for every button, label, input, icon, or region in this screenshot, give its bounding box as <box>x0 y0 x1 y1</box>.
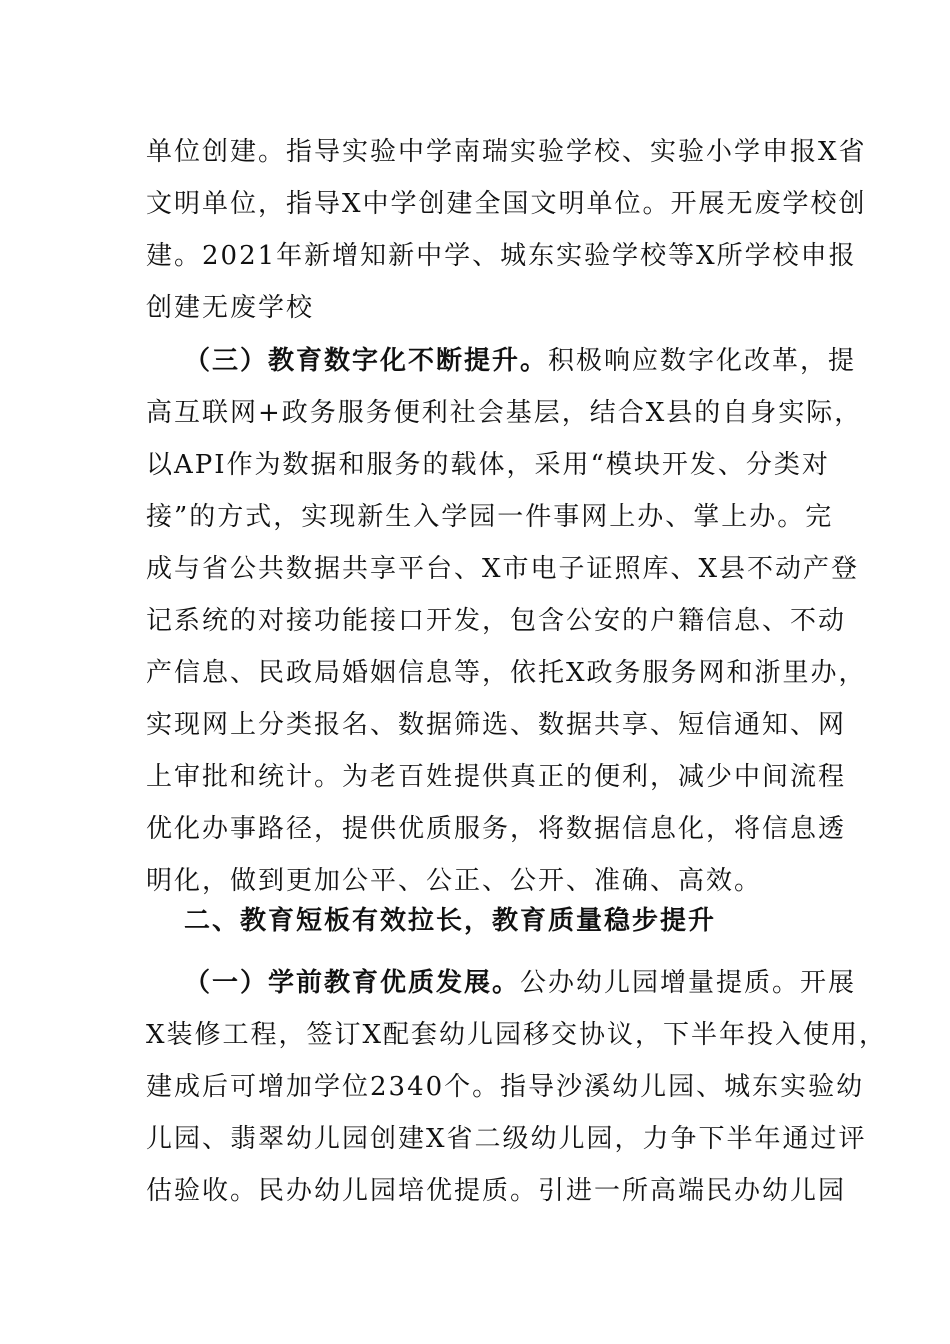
text-line: 优化办事路径，提供优质服务，将数据信息化，将信息透 <box>146 814 847 844</box>
text-line: 明化，做到更加公平、公正、公开、准确、高效。 <box>146 866 763 896</box>
text-line: 儿园、翡翠幼儿园创建X省二级幼儿园，力争下半年通过评 <box>146 1124 867 1154</box>
text-line: 以API作为数据和服务的载体，采用“模块开发、分类对 <box>146 450 830 480</box>
text-line: 上审批和统计。为老百姓提供真正的便利，减少中间流程 <box>146 762 847 792</box>
text-line: 实现网上分类报名、数据筛选、数据共享、短信通知、网 <box>146 710 847 740</box>
section-heading: 二、教育短板有效拉长，教育质量稳步提升 <box>184 906 717 936</box>
section-heading-block <box>146 895 818 947</box>
paragraph-civilization-units <box>146 126 867 334</box>
paragraph-education-digitalization <box>146 335 867 907</box>
paragraph-preschool-education <box>146 957 888 1217</box>
text-line: 记系统的对接功能接口开发，包含公安的户籍信息、不动 <box>146 606 847 636</box>
text-line: 建成后可增加学位2340个。指导沙溪幼儿园、城东实验幼 <box>146 1072 865 1102</box>
text-line: 成与省公共数据共享平台、X市电子证照库、X县不动产登 <box>146 554 860 584</box>
paragraph-first-line <box>146 957 857 1009</box>
paragraph-first-line <box>146 335 857 387</box>
text-line: 建。2021年新增知新中学、城东实验学校等X所学校申报 <box>146 241 857 271</box>
text-line: 高互联网+政务服务便利社会基层，结合X县的自身实际， <box>146 398 863 428</box>
text-line: 单位创建。指导实验中学南瑞实验学校、实验小学申报X省 <box>146 137 867 167</box>
text-line: 估验收。民办幼儿园培优提质。引进一所高端民办幼儿园 <box>146 1176 847 1206</box>
text-line: 文明单位，指导X中学创建全国文明单位。开展无废学校创 <box>146 189 867 219</box>
text-line: X装修工程，签订X配套幼儿园移交协议，下半年投入使用， <box>146 1020 888 1050</box>
text-line: 接”的方式，实现新生入学园一件事网上办、掌上办。完 <box>146 502 834 532</box>
subsection-heading: （一）学前教育优质发展。 <box>184 968 521 998</box>
text-run: 积极响应数字化改革，提 <box>548 346 857 376</box>
text-line: 产信息、民政局婚姻信息等，依托X政务服务网和浙里办， <box>146 658 867 688</box>
text-line: 创建无废学校 <box>146 293 315 323</box>
subsection-heading: （三）教育数字化不断提升。 <box>184 346 549 376</box>
text-run: 公办幼儿园增量提质。开展 <box>520 968 857 998</box>
